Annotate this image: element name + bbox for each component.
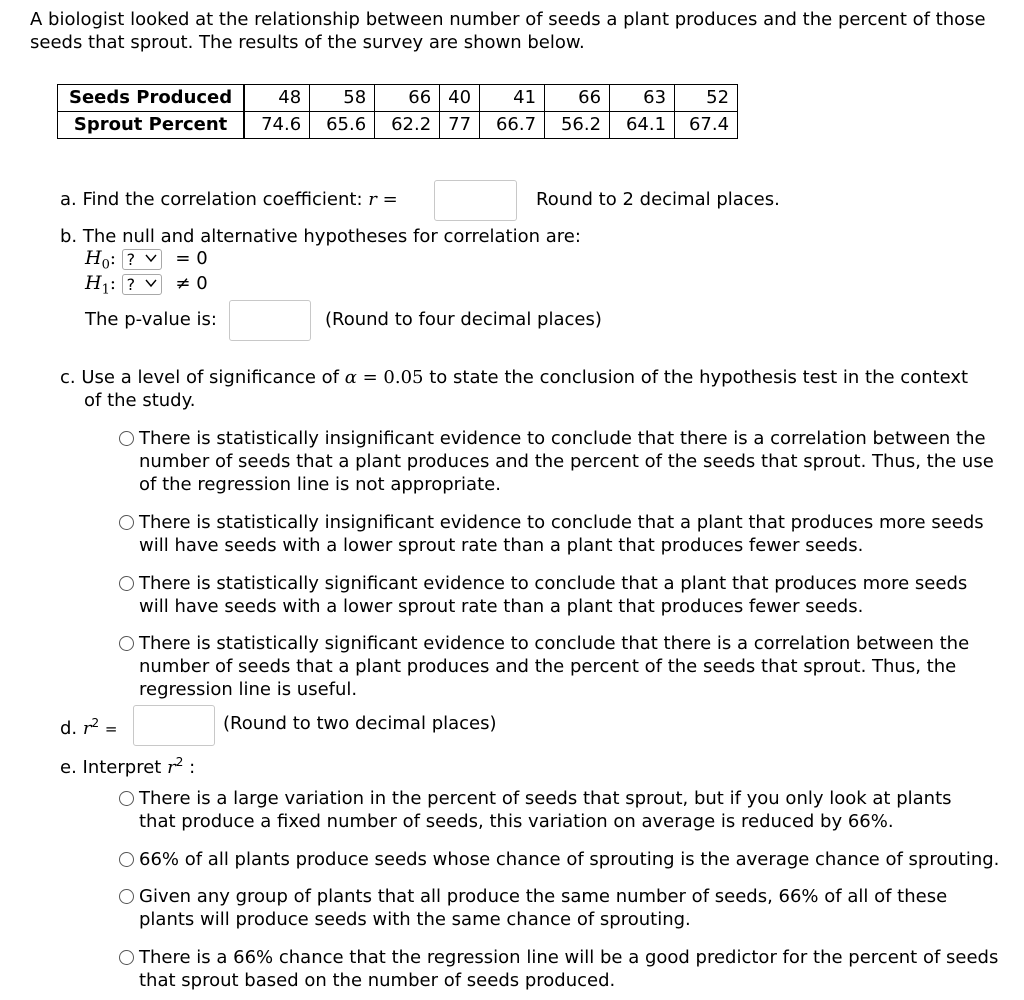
option-c-3-line1: There is statistically significant evidence to conclude that a plant that produces more seeds xyxy=(139,573,968,594)
option-e-3-line2: plants will produce seeds with the same chance of sprouting. xyxy=(139,909,691,930)
part-c-prompt-line2: of the study. xyxy=(84,390,196,411)
table-cell: 48 xyxy=(244,85,310,112)
table-cell: 65.6 xyxy=(310,112,375,139)
part-a-hint: Round to 2 decimal places. xyxy=(536,189,780,210)
option-c-4-line3: regression line is useful. xyxy=(139,679,358,700)
part-c-prompt-post: to state the conclusion of the hypothesis test in the context xyxy=(429,367,969,388)
row-label-seeds: Seeds Produced xyxy=(58,85,245,112)
option-e-4-line1: There is a 66% chance that the regression line will be a good predictor for the percent of seeds xyxy=(139,947,999,968)
h1-sub: 1 xyxy=(101,282,110,298)
h1-label: H xyxy=(85,272,102,294)
r-squared-input[interactable] xyxy=(133,705,215,746)
option-c-2-line2: will have seeds with a lower sprout rate than a plant that produces fewer seeds. xyxy=(139,535,864,556)
table-cell: 66 xyxy=(545,85,610,112)
r-symbol: r xyxy=(368,189,377,210)
option-c-2-line1: There is statistically insignificant evidence to conclude that a plant that produces more seeds xyxy=(139,512,984,533)
h0-colon: : xyxy=(109,248,116,269)
radio-e-2[interactable] xyxy=(119,852,134,867)
h1-row xyxy=(85,272,208,302)
h1-colon: : xyxy=(109,273,116,294)
h0-relation: = 0 xyxy=(175,248,208,269)
option-e-4 xyxy=(139,946,998,992)
option-c-4 xyxy=(139,632,969,701)
table-cell: 66.7 xyxy=(480,112,545,139)
part-d-hint: (Round to two decimal places) xyxy=(223,713,497,734)
part-a-prompt xyxy=(60,188,398,211)
option-e-2-line1: 66% of all plants produce seeds whose chance of sprouting is the average chance of sprouting. xyxy=(139,849,1000,870)
option-c-1-line2: number of seeds that a plant produces and the percent of the seeds that sprout. Thus, the use xyxy=(139,451,994,472)
option-e-1-line1: There is a large variation in the percent of seeds that sprout, but if you only look at plants xyxy=(139,788,952,809)
option-c-1-line1: There is statistically insignificant evidence to conclude that there is a correlation between the xyxy=(139,428,986,449)
h1-select[interactable] xyxy=(122,274,162,295)
option-e-4-line2: that sprout based on the number of seeds produced. xyxy=(139,970,616,991)
table-cell: 56.2 xyxy=(545,112,610,139)
h0-select-value: ? xyxy=(126,249,136,269)
table-cell: 74.6 xyxy=(244,112,310,139)
table-cell: 63 xyxy=(610,85,675,112)
table-row-seeds xyxy=(58,85,738,112)
h0-sub: 0 xyxy=(101,257,110,273)
part-a-label: a. Find the correlation coefficient: xyxy=(60,189,363,210)
pvalue-label: The p-value is: xyxy=(85,309,217,330)
radio-e-3[interactable] xyxy=(119,889,134,904)
option-e-2 xyxy=(139,848,999,871)
option-c-3-line2: will have seeds with a lower sprout rate than a plant that produces fewer seeds. xyxy=(139,596,864,617)
table-cell: 67.4 xyxy=(675,112,738,139)
radio-e-1[interactable] xyxy=(119,791,134,806)
radio-c-1[interactable] xyxy=(119,431,134,446)
h0-label: H xyxy=(85,247,102,269)
table-cell: 64.1 xyxy=(610,112,675,139)
table-cell: 66 xyxy=(375,85,440,112)
correlation-input[interactable] xyxy=(434,180,517,221)
table-cell: 58 xyxy=(310,85,375,112)
option-e-3-line1: Given any group of plants that all produce the same number of seeds, 66% of all of these xyxy=(139,886,948,907)
chevron-down-icon xyxy=(145,252,157,264)
table-cell: 40 xyxy=(440,85,480,112)
row-label-sprout: Sprout Percent xyxy=(58,112,245,139)
option-c-1 xyxy=(139,427,994,496)
option-e-1-line2: that produce a fixed number of seeds, this variation on average is reduced by 66%. xyxy=(139,811,894,832)
table-row-sprout xyxy=(58,112,738,139)
table-cell: 77 xyxy=(440,112,480,139)
data-table xyxy=(57,84,738,139)
radio-c-3[interactable] xyxy=(119,576,134,591)
table-cell: 62.2 xyxy=(375,112,440,139)
h0-select[interactable] xyxy=(122,249,162,270)
option-e-1 xyxy=(139,787,952,833)
equals-sign: = xyxy=(382,189,398,210)
part-d-label: d. xyxy=(60,718,78,739)
alpha-symbol: α xyxy=(344,367,357,388)
option-c-3 xyxy=(139,572,967,618)
chevron-down-icon xyxy=(145,277,157,289)
option-c-2 xyxy=(139,511,984,557)
part-b-prompt: b. The null and alternative hypotheses for correlation are: xyxy=(60,226,581,247)
part-e-prompt xyxy=(60,751,195,779)
pvalue-hint: (Round to four decimal places) xyxy=(325,309,602,330)
r2-symbol: r xyxy=(167,757,176,778)
r2-symbol: r xyxy=(82,718,92,739)
table-cell: 52 xyxy=(675,85,738,112)
radio-c-2[interactable] xyxy=(119,515,134,530)
problem-intro: A biologist looked at the relationship between number of seeds a plant produces and the percent of those seeds that sprout. The results of the survey are shown below. xyxy=(30,9,986,53)
radio-e-4[interactable] xyxy=(119,950,134,965)
part-e-colon: : xyxy=(189,757,196,778)
part-c-prompt xyxy=(60,366,1000,389)
alpha-value: = 0.05 xyxy=(362,367,424,388)
option-c-4-line2: number of seeds that a plant produces and the percent of the seeds that sprout. Thus, the xyxy=(139,656,957,677)
option-c-1-line3: of the regression line is not appropriate. xyxy=(139,474,501,495)
option-e-3 xyxy=(139,885,947,931)
part-d-prompt xyxy=(60,712,117,741)
h1-relation: ≠ 0 xyxy=(175,273,208,294)
part-c-prompt-pre: c. Use a level of significance of xyxy=(60,367,339,388)
pvalue-input[interactable] xyxy=(229,300,311,341)
radio-c-4[interactable] xyxy=(119,636,134,651)
r2-sup: 2 xyxy=(91,716,100,730)
r2-sup: 2 xyxy=(175,755,184,769)
h1-select-value: ? xyxy=(126,274,136,294)
part-e-label: e. Interpret xyxy=(60,757,162,778)
table-cell: 41 xyxy=(480,85,545,112)
option-c-4-line1: There is statistically significant evidence to conclude that there is a correlation between the xyxy=(139,633,970,654)
equals-sign: = xyxy=(104,720,118,738)
